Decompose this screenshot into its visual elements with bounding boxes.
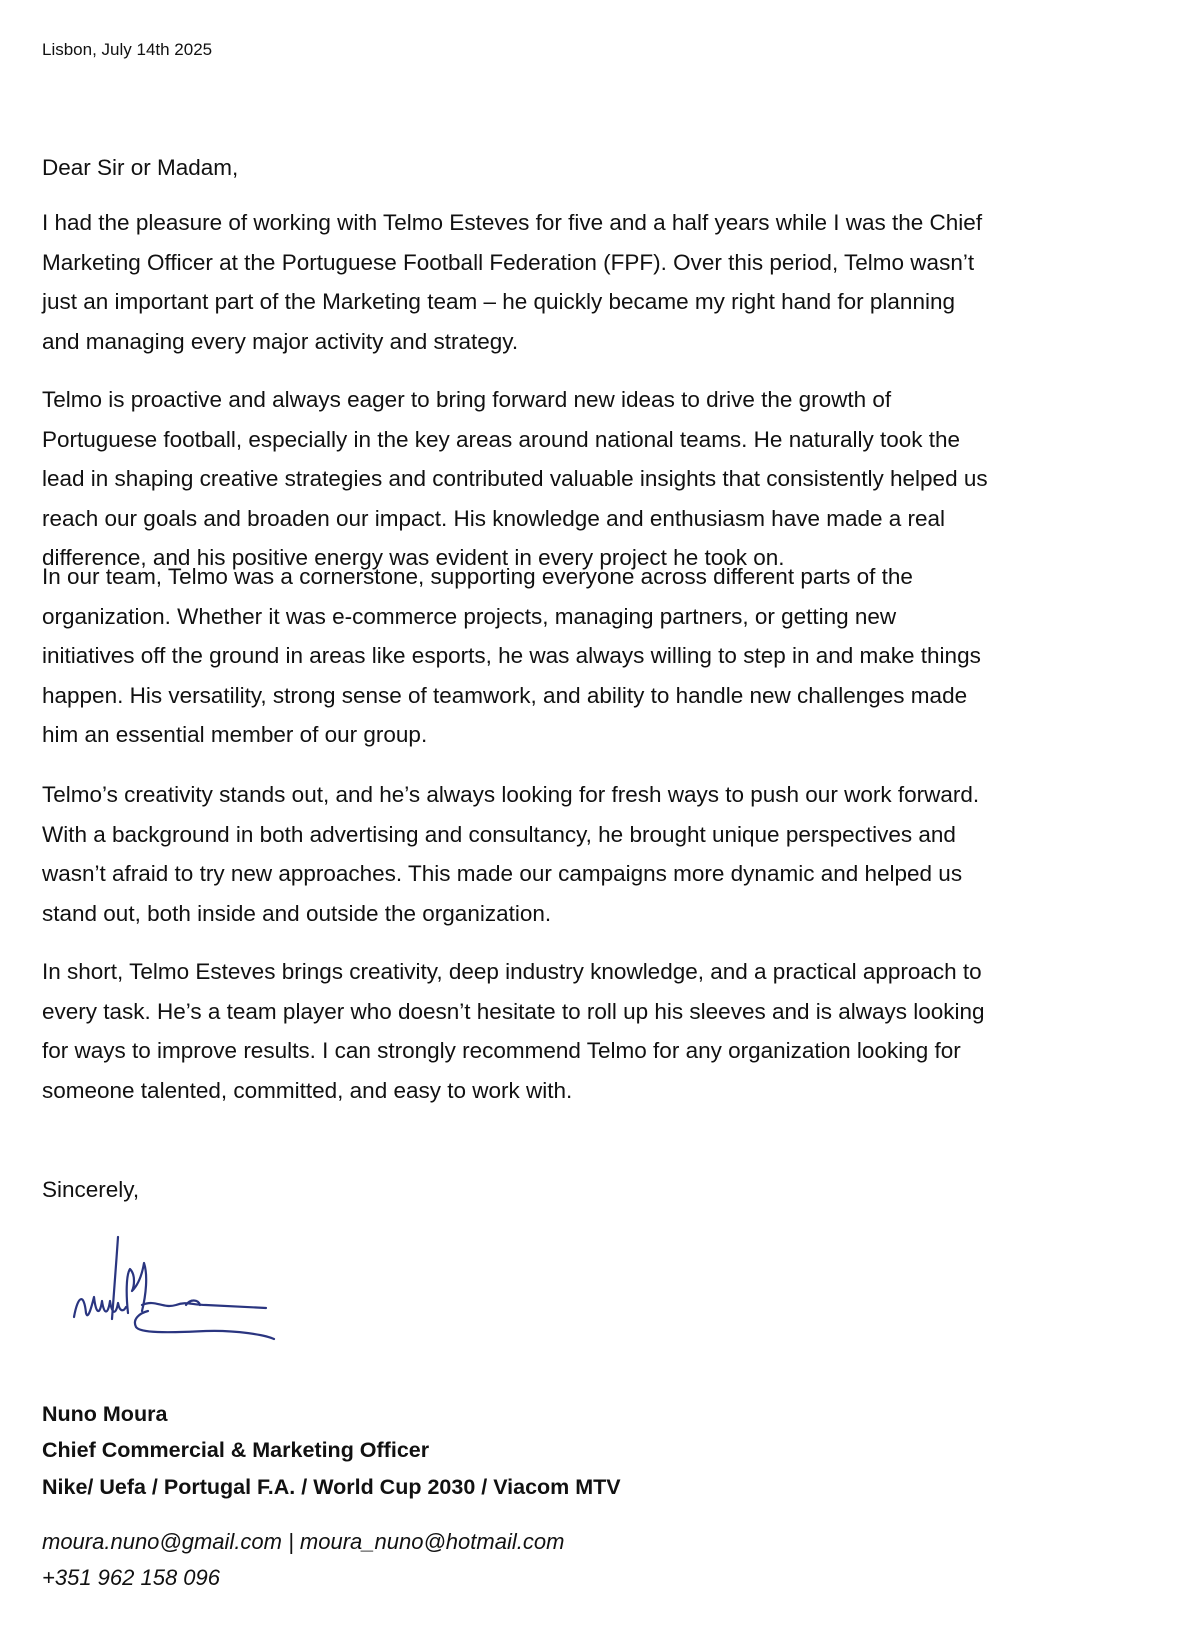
paragraph-line: wasn’t afraid to try new approaches. This made our campaigns more dynamic and helped us	[42, 861, 963, 887]
paragraph-line: every task. He’s a team player who doesn’t hesitate to roll up his sleeves and is always looking	[42, 998, 985, 1024]
paragraph-line: Telmo’s creativity stands out, and he’s always looking for fresh ways to push our work forward.	[42, 782, 980, 807]
signer-title: Chief Commercial & Marketing Officer	[42, 1438, 430, 1462]
paragraph	[42, 203, 982, 361]
paragraph-line: reach our goals and broaden our impact. His knowledge and enthusiasm have made a real	[42, 505, 946, 531]
letter-date: Lisbon, July 14th 2025	[42, 40, 213, 59]
signer-emails: moura.nuno@gmail.com | moura_nuno@hotmail.com	[42, 1529, 565, 1554]
paragraph	[42, 557, 981, 755]
paragraph-line: Portuguese football, especially in the key areas around national teams. He naturally took the	[42, 426, 961, 452]
paragraph-line: someone talented, committed, and easy to work with.	[42, 1077, 573, 1103]
paragraph-line: him an essential member of our group.	[42, 722, 428, 748]
paragraph-line: Telmo is proactive and always eager to bring forward new ideas to drive the growth of	[42, 387, 892, 412]
paragraph-line: difference, and his positive energy was evident in every project he took on.	[42, 545, 785, 571]
handwritten-signature	[66, 1235, 326, 1355]
paragraph-line: happen. His versatility, strong sense of teamwork, and ability to handle new challenges made	[42, 682, 968, 708]
paragraph-line: lead in shaping creative strategies and contributed valuable insights that consistently helped us	[42, 466, 988, 492]
salutation: Dear Sir or Madam,	[42, 155, 239, 180]
paragraph-line: just an important part of the Marketing team – he quickly became my right hand for planning	[42, 289, 955, 315]
signer-phone: +351 962 158 096	[42, 1565, 221, 1590]
paragraph-line: for ways to improve results. I can strongly recommend Telmo for any organization looking for	[42, 1038, 961, 1064]
paragraph	[42, 952, 985, 1110]
closing: Sincerely,	[42, 1177, 140, 1202]
paragraph-line: initiatives off the ground in areas like esports, he was always willing to step in and make things	[42, 643, 981, 669]
paragraph-line: stand out, both inside and outside the organization.	[42, 900, 552, 926]
signer-affiliations: Nike/ Uefa / Portugal F.A. / World Cup 2030 / Viacom MTV	[42, 1475, 621, 1499]
paragraph	[42, 380, 988, 578]
paragraph-line: In short, Telmo Esteves brings creativity, deep industry knowledge, and a practical approach to	[42, 959, 982, 984]
paragraph-line: In our team, Telmo was a cornerstone, supporting everyone across different parts of the	[42, 564, 913, 589]
paragraph	[42, 775, 979, 933]
signer-name: Nuno Moura	[42, 1402, 168, 1426]
paragraph-line: I had the pleasure of working with Telmo Esteves for five and a half years while I was the Chief	[42, 210, 983, 235]
paragraph-line: With a background in both advertising and consultancy, he brought unique perspectives and	[42, 821, 956, 847]
paragraph-line: and managing every major activity and strategy.	[42, 328, 519, 354]
paragraph-line: Marketing Officer at the Portuguese Football Federation (FPF). Over this period, Telmo wasn’t	[42, 249, 975, 275]
paragraph-line: organization. Whether it was e-commerce projects, managing partners, or getting new	[42, 603, 897, 629]
